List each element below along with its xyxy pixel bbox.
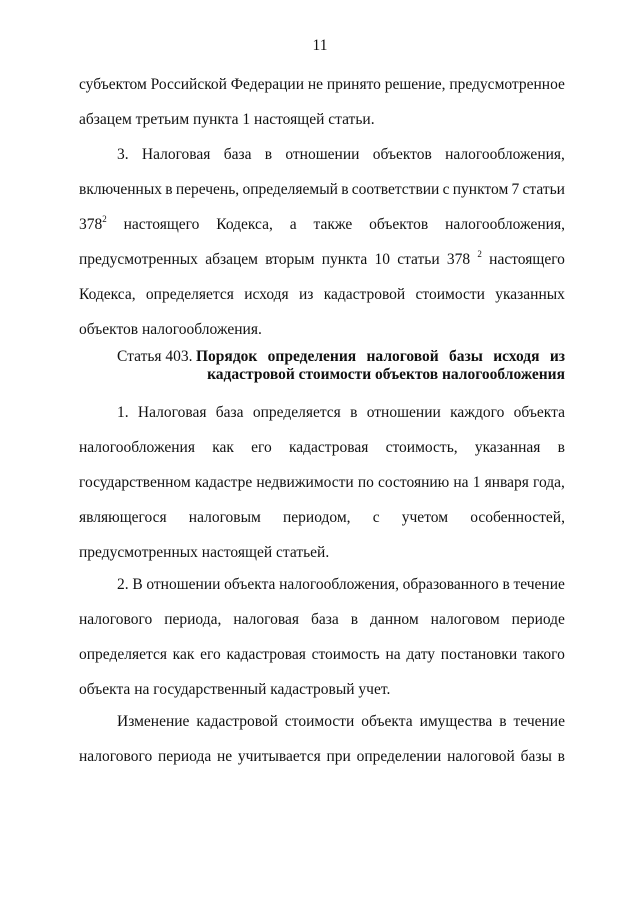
word: Налоговая <box>141 146 211 163</box>
word: состоянию <box>378 474 450 491</box>
text-line <box>79 76 565 94</box>
word: определяемый <box>242 181 338 198</box>
word: база <box>310 611 339 628</box>
word: периода <box>157 748 212 765</box>
word: периодом, <box>283 509 351 526</box>
word: налоговом <box>430 611 500 628</box>
word: указанная <box>474 439 541 456</box>
word: статьи <box>522 181 565 198</box>
word: Налоговая <box>137 404 207 421</box>
word: налогообложения, <box>445 146 565 163</box>
word: настоящего <box>123 216 200 233</box>
word: дату <box>406 646 436 663</box>
word: имущества <box>419 713 493 730</box>
word: стоимости <box>284 713 355 730</box>
word: Изменение <box>117 713 190 730</box>
word: налогового <box>79 611 153 628</box>
word: 2. <box>117 576 129 593</box>
word: пункта <box>321 251 368 268</box>
word: налогового <box>79 748 153 765</box>
word: как <box>172 646 195 663</box>
text-line <box>79 611 565 629</box>
word: субъектом <box>79 76 147 93</box>
word: объекта <box>224 576 276 593</box>
word: Порядок <box>196 348 258 365</box>
word: особенностей, <box>470 509 565 526</box>
word: принято <box>326 76 381 93</box>
word: такого <box>522 646 565 663</box>
word: по <box>357 474 374 491</box>
text-line <box>79 216 565 234</box>
word: течение <box>513 713 565 730</box>
word: на <box>385 646 401 663</box>
word: его <box>251 439 272 456</box>
word: объекта <box>361 713 413 730</box>
word: налоговой <box>447 748 515 765</box>
text-line <box>117 713 565 731</box>
word: соответствии <box>351 181 440 198</box>
word: налогообложения, <box>445 216 565 233</box>
word: являющегося <box>79 509 167 526</box>
word: из <box>298 286 314 303</box>
word: в <box>557 748 565 765</box>
word: года, <box>533 474 565 491</box>
word: определяется <box>79 646 167 663</box>
word: вторым <box>265 251 315 268</box>
article-number: Статья 403. <box>117 348 193 365</box>
word: отношении <box>146 576 221 593</box>
word: статьи <box>397 251 440 268</box>
text-line <box>117 146 565 164</box>
word: Кодекса, <box>79 286 136 303</box>
word: в <box>350 404 358 421</box>
word: абзацем <box>205 251 258 268</box>
word: также <box>313 216 353 233</box>
word: налоговая <box>233 611 299 628</box>
word: января <box>484 474 529 491</box>
word: 7 <box>511 181 520 198</box>
word: предусмотренное <box>449 76 565 93</box>
word: с <box>442 181 450 198</box>
word: исходя <box>244 286 289 303</box>
word: при <box>326 748 351 765</box>
word: в <box>264 146 273 163</box>
word: базы <box>520 748 552 765</box>
text-segment: настоящего <box>489 251 565 268</box>
word: налоговым <box>188 509 261 526</box>
word: определения <box>267 348 357 365</box>
word: кадастровая <box>288 439 369 456</box>
word: в <box>165 181 173 198</box>
text-line <box>79 181 565 199</box>
word: налогообложения, <box>279 576 399 593</box>
word: периода, <box>164 611 222 628</box>
article-title <box>196 348 565 366</box>
word: кадастровой <box>323 286 406 303</box>
word: стоимости <box>415 286 485 303</box>
word: постановки <box>440 646 518 663</box>
word: недвижимости <box>256 474 354 491</box>
word: стоимость, <box>385 439 458 456</box>
text-line <box>117 576 565 594</box>
word: из <box>549 348 565 365</box>
article-ref-sup: 2 <box>477 249 482 259</box>
word: не <box>307 76 323 93</box>
word: определяется <box>252 404 341 421</box>
word: указанных <box>495 286 565 303</box>
article-ref: $378^2$ <box>79 214 107 233</box>
word: как <box>212 439 234 456</box>
article-title: кадастровой стоимости объектов налогообложения <box>207 366 565 383</box>
word: Кодекса, <box>216 216 273 233</box>
text-line <box>79 646 565 664</box>
word: 10 <box>374 251 390 268</box>
word: в <box>502 576 510 593</box>
word: на <box>453 474 469 491</box>
word: определении <box>356 748 442 765</box>
text-line <box>79 251 565 269</box>
word: Федерации <box>230 76 304 93</box>
word: 1 <box>472 474 481 491</box>
word: перечень, <box>175 181 240 198</box>
word: база <box>215 404 244 421</box>
text-line: объектов налогообложения. <box>79 321 262 338</box>
word: в <box>499 713 507 730</box>
word: в <box>341 181 349 198</box>
word: периоде <box>511 611 565 628</box>
word: базы <box>449 348 483 365</box>
word: определяется <box>145 286 234 303</box>
word: а <box>289 216 297 233</box>
text-line <box>79 748 565 766</box>
word: не <box>216 748 233 765</box>
text-line <box>79 474 565 492</box>
word: налогообложения <box>79 439 195 456</box>
word: пунктом <box>452 181 509 198</box>
word: государственном <box>79 474 191 491</box>
word: каждого <box>450 404 505 421</box>
word: данном <box>370 611 419 628</box>
word: включенных <box>79 181 163 198</box>
word: объекта <box>513 404 565 421</box>
word: Российской <box>150 76 227 93</box>
word: образованного <box>402 576 499 593</box>
word: решение, <box>384 76 446 93</box>
word: исходя <box>493 348 540 365</box>
word: его <box>200 646 221 663</box>
word: объектов <box>372 146 432 163</box>
word: кадастре <box>194 474 253 491</box>
word: учетом <box>401 509 449 526</box>
word: 378 <box>446 251 471 268</box>
word: база <box>223 146 252 163</box>
text-line: объекта на государственный кадастровый учет. <box>79 681 391 698</box>
word: отношении <box>366 404 441 421</box>
word: кадастровая <box>226 646 306 663</box>
word: предусмотренных <box>79 251 198 268</box>
text-line <box>79 509 565 527</box>
word: стоимость <box>311 646 380 663</box>
word: объектов <box>369 216 429 233</box>
text-line: предусмотренных настоящей статьей. <box>79 544 330 561</box>
text-line <box>79 286 565 304</box>
word: в <box>350 611 359 628</box>
word: с <box>372 509 380 526</box>
word: учитывается <box>237 748 321 765</box>
page-number: 11 <box>312 37 328 54</box>
text-line <box>117 404 565 422</box>
word: отношении <box>285 146 360 163</box>
word: в <box>557 439 565 456</box>
word: 1. <box>117 404 129 421</box>
text-line <box>79 439 565 457</box>
word: кадастровой <box>196 713 278 730</box>
word: В <box>132 576 143 593</box>
word: налоговой <box>366 348 439 365</box>
word: течение <box>513 576 565 593</box>
text-line: абзацем третьим пункта 1 настоящей статьи. <box>79 111 375 128</box>
word: 3. <box>117 146 129 163</box>
